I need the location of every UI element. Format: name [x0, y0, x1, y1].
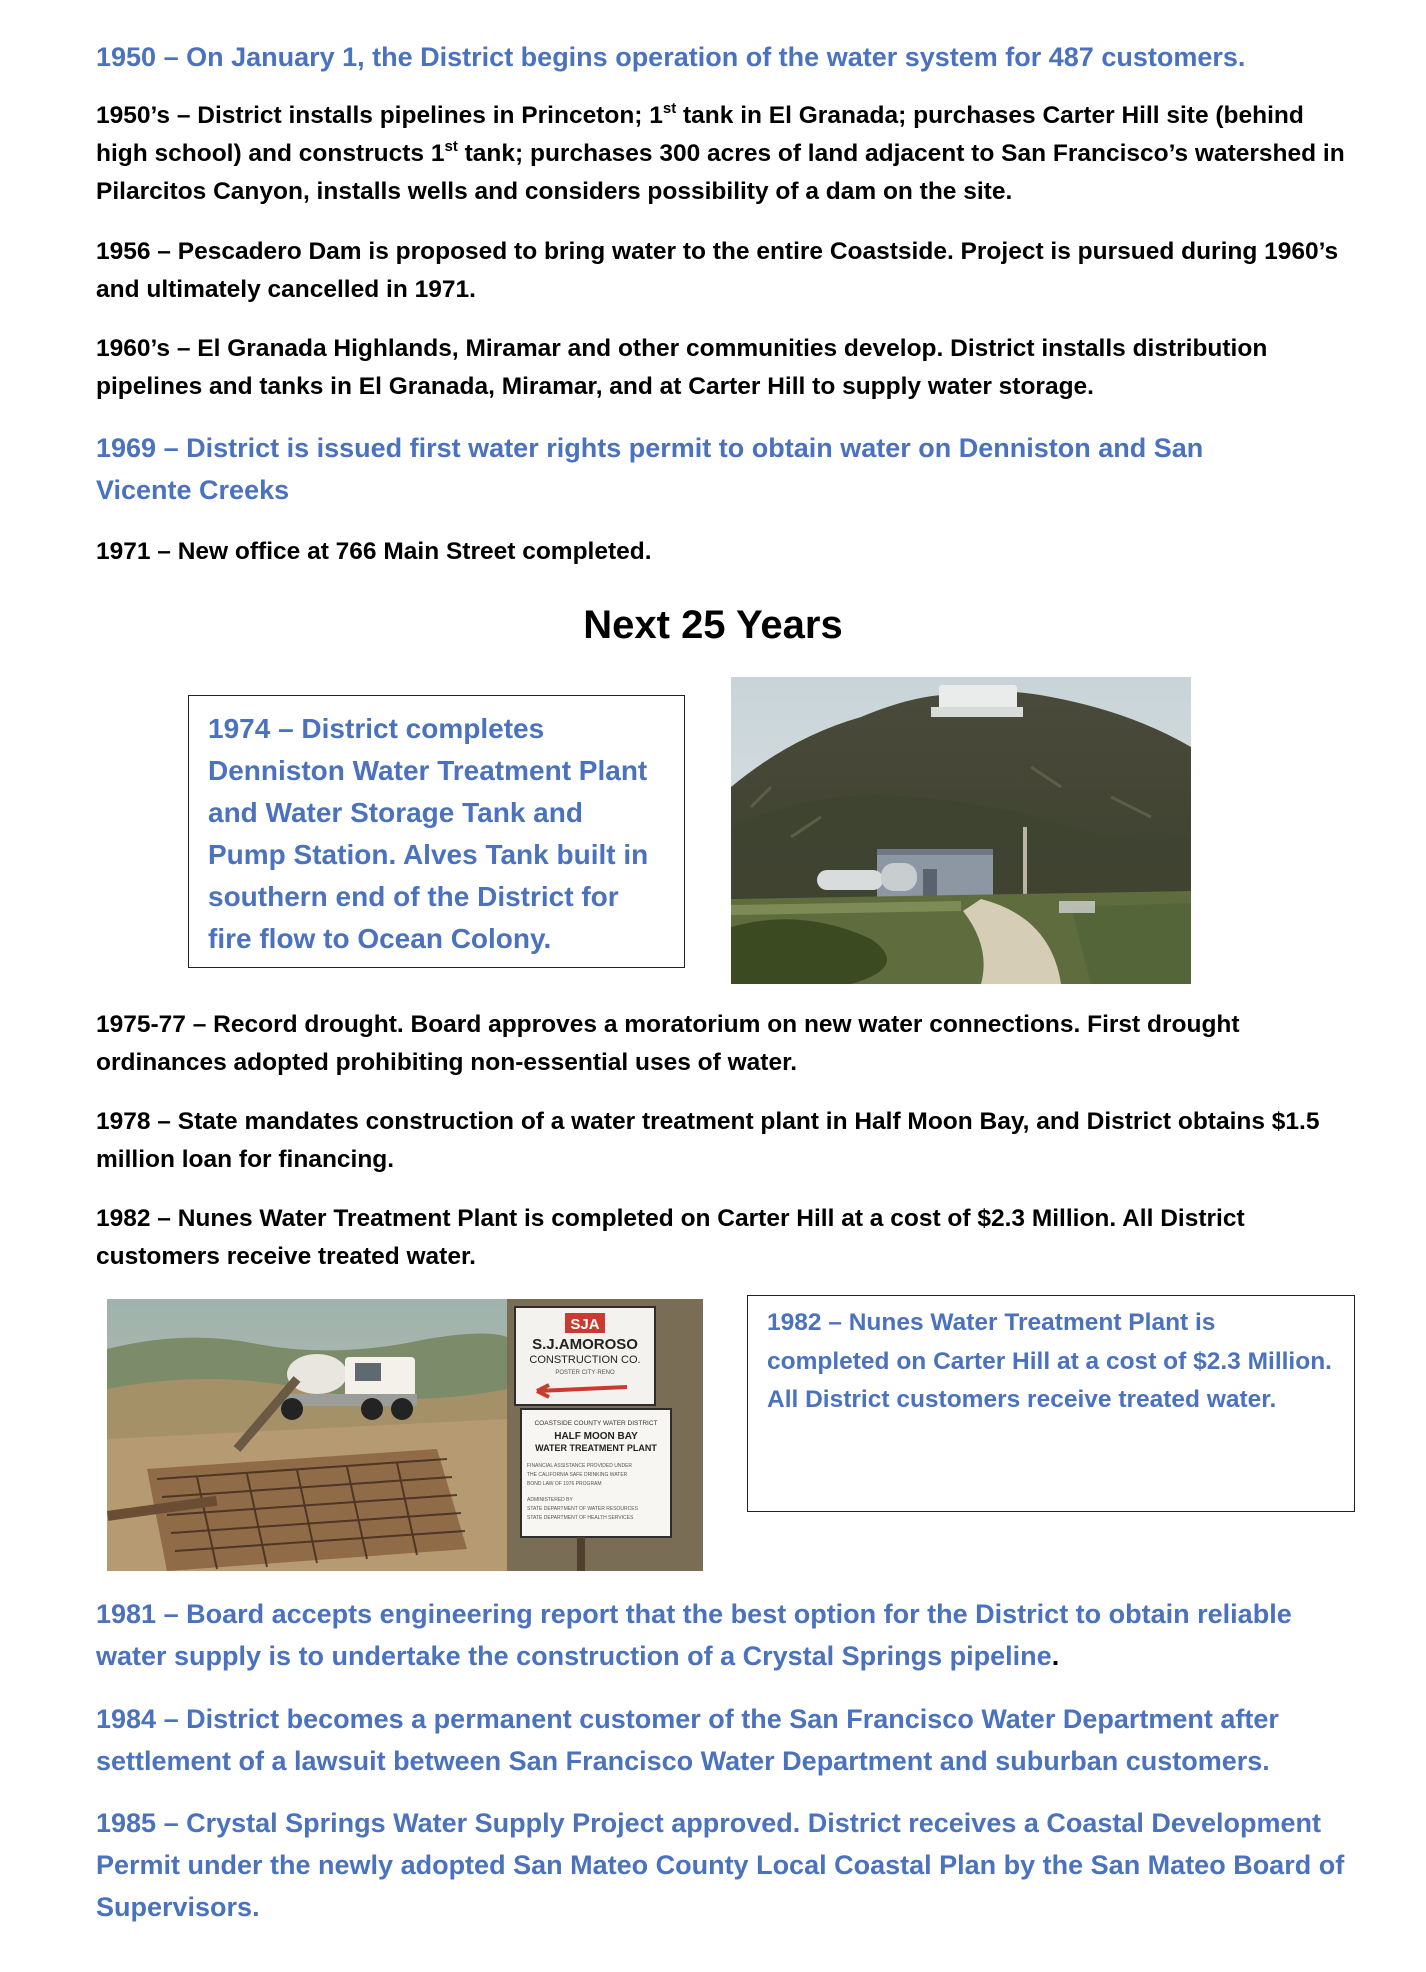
sign-company-line2: CONSTRUCTION CO.: [529, 1354, 641, 1366]
sign-fine-2: THE CALIFORNIA SAFE DRINKING WATER: [527, 1472, 628, 1478]
sign-plant-line2: WATER TREATMENT PLANT: [535, 1443, 657, 1453]
callout-1974-text: 1974 – District completes Denniston Water Treatment Plant and Water Storage Tank and Pump Station. Alves Tank built in southern end of the District for fire flow to Ocean Colony.: [208, 713, 649, 954]
section-heading: Next 25 Years: [583, 603, 843, 647]
sign-fine-3: BOND LAW OF 1976 PROGRAM: [527, 1481, 602, 1487]
photo-denniston-plant: [731, 677, 1191, 984]
entry-1985: 1985 – Crystal Springs Water Supply Project approved. District receives a Coastal Development Permit under the newly adopted San Mateo County Local Coastal Plan by the San Mateo Board of Supervisors.: [96, 1808, 1345, 1922]
entry-1960s: 1960’s – El Granada Highlands, Miramar and other communities develop. District installs distribution pipelines and tanks in El Granada, Miramar, and at Carter Hill to supply water storage.: [96, 335, 1268, 400]
entry-1981: 1981 – Board accepts engineering report that the best option for the District to obtain reliable water supply is to undertake the construction of a Crystal Springs pipeline.: [96, 1599, 1292, 1671]
entry-1956: 1956 – Pescadero Dam is proposed to bring water to the entire Coastside. Project is pursued during 1960’s and ultimately cancelled in 1971.: [96, 238, 1339, 303]
sign-company-line1: S.J.AMOROSO: [532, 1336, 638, 1353]
entry-1969: 1969 – District is issued first water rights permit to obtain water on Denniston and San Vicente Creeks: [96, 433, 1204, 505]
entry-1950s: 1950’s – District installs pipelines in Princeton; 1st tank in El Granada; purchases Carter Hill site (behind high school) and constructs 1st tank; purchases 300 acres of land adjacent to San Francisco’s watershed in Pilarcitos Canyon, installs wells and considers possibility of a dam on the site.: [96, 100, 1345, 205]
entry-1950: 1950 – On January 1, the District begins operation of the water system for 487 customers.: [96, 42, 1246, 72]
callout-1982: [747, 1295, 1355, 1512]
photo-nunes-plant-construction: [107, 1299, 703, 1571]
sign-fine-1: FINANCIAL ASSISTANCE PROVIDED UNDER: [527, 1463, 633, 1469]
callout-1974: [188, 695, 685, 968]
entry-1971: 1971 – New office at 766 Main Street completed.: [96, 538, 652, 565]
sign-plant-line1: HALF MOON BAY: [554, 1431, 638, 1442]
callout-1982-text: 1982 – Nunes Water Treatment Plant is completed on Carter Hill at a cost of $2.3 Million. All District customers receive treated water.: [767, 1309, 1332, 1413]
sign-district: COASTSIDE COUNTY WATER DISTRICT: [534, 1420, 658, 1427]
entry-1982: 1982 – Nunes Water Treatment Plant is completed on Carter Hill at a cost of $2.3 Million. All District customers receive treated water.: [96, 1205, 1245, 1270]
sign-company-line3: POSTER CITY·RENO: [555, 1370, 615, 1376]
sign-fine-6: STATE DEPARTMENT OF HEALTH SERVICES: [527, 1515, 634, 1521]
sign-logo: SJA: [570, 1316, 600, 1333]
sign-fine-4: ADMINISTERED BY: [527, 1497, 573, 1503]
entry-1975-77: 1975-77 – Record drought. Board approves a moratorium on new water connections. First drought ordinances adopted prohibiting non-essential uses of water.: [96, 1011, 1240, 1076]
entry-1984: 1984 – District becomes a permanent customer of the San Francisco Water Department after settlement of a lawsuit between San Francisco Water Department and suburban customers.: [96, 1704, 1279, 1776]
entry-1978: 1978 – State mandates construction of a water treatment plant in Half Moon Bay, and District obtains $1.5 million loan for financing.: [96, 1108, 1320, 1173]
sign-fine-5: STATE DEPARTMENT OF WATER RESOURCES: [527, 1506, 638, 1512]
